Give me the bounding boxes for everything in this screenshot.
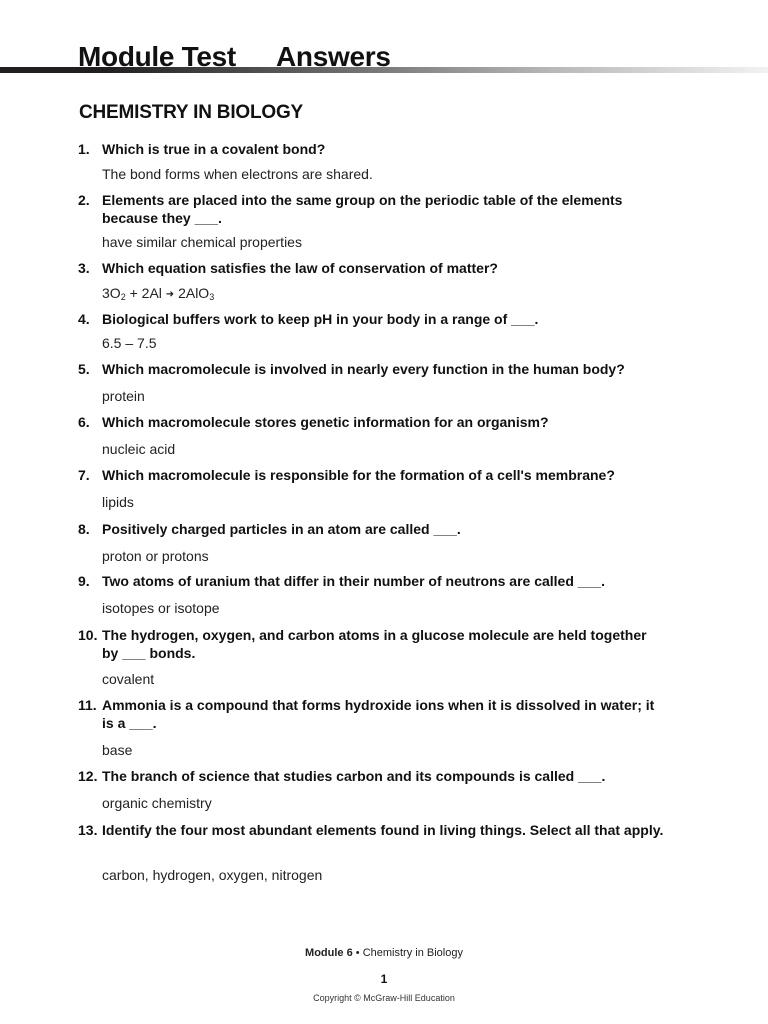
answer-equation <box>102 284 664 304</box>
question-number: 9. <box>78 573 90 589</box>
answer-text: 6.5 – 7.5 <box>102 335 157 351</box>
page-title <box>78 41 391 73</box>
question-number: 13. <box>78 822 98 838</box>
footer-separator: • <box>352 947 363 959</box>
question-number: 1. <box>78 141 90 157</box>
footer-module-label: Module 6 <box>305 947 353 959</box>
answer-text: lipids <box>102 494 134 510</box>
question-text: The branch of science that studies carbon and its compounds is called ___. <box>102 768 606 784</box>
question-number: 6. <box>78 414 90 430</box>
section-title: CHEMISTRY IN BIOLOGY <box>79 102 304 123</box>
answer-text: proton or protons <box>102 548 209 564</box>
answer-text: protein <box>102 388 145 404</box>
answer-text: base <box>102 742 133 758</box>
footer-module-line <box>0 946 768 960</box>
answer-text: carbon, hydrogen, oxygen, nitrogen <box>102 867 323 883</box>
question-text: Ammonia is a compound that forms hydroxide ions when it is dissolved in water; it is a ___. <box>102 697 655 731</box>
question-text: Which macromolecule is involved in nearly every function in the human body? <box>102 361 625 377</box>
question-text: Biological buffers work to keep pH in your body in a range of ___. <box>102 311 539 327</box>
equation-subscript: 2 <box>120 292 126 302</box>
question-number: 8. <box>78 521 90 537</box>
question-number: 3. <box>78 260 90 276</box>
answer-text: have similar chemical properties <box>102 234 302 250</box>
page-title-main: Module Test <box>78 41 236 72</box>
question-text: Identify the four most abundant elements found in living things. Select all that apply. <box>102 822 664 838</box>
footer-module-title: Chemistry in Biology <box>362 947 463 959</box>
question-number: 2. <box>78 192 90 208</box>
question-number: 10. <box>78 627 98 643</box>
answer-text: The bond forms when electrons are shared. <box>102 166 373 182</box>
answer-text: covalent <box>102 671 155 687</box>
equation-subscript: 3 <box>209 292 215 302</box>
question-text: Which macromolecule stores genetic information for an organism? <box>102 414 549 430</box>
question-number: 7. <box>78 467 90 483</box>
answer-text: organic chemistry <box>102 795 212 811</box>
equation-part: + 2Al <box>125 285 166 301</box>
page-title-answers: Answers <box>275 41 391 72</box>
equation-part: 2AlO <box>174 285 210 301</box>
question-text: The hydrogen, oxygen, and carbon atoms in a glucose molecule are held together by ___ bonds. <box>102 627 647 661</box>
question-number: 12. <box>78 768 98 784</box>
question-text: Two atoms of uranium that differ in their number of neutrons are called ___. <box>102 573 606 589</box>
answer-text: nucleic acid <box>102 441 176 457</box>
answer-text: isotopes or isotope <box>102 600 220 616</box>
question-text: Elements are placed into the same group on the periodic table of the elements because they ___. <box>102 192 623 226</box>
arrow-icon: ➜ <box>165 289 175 300</box>
page-number: 1 <box>380 972 388 986</box>
question-text: Which is true in a covalent bond? <box>102 141 326 157</box>
question-number: 4. <box>78 311 90 327</box>
question-number: 11. <box>78 697 97 713</box>
question-text: Positively charged particles in an atom are called ___. <box>102 521 461 537</box>
copyright-text: Copyright © McGraw-Hill Education <box>313 993 455 1003</box>
question-text: Which equation satisfies the law of conservation of matter? <box>102 260 498 276</box>
question-text: Which macromolecule is responsible for the formation of a cell's membrane? <box>102 467 615 483</box>
question-number: 5. <box>78 361 90 377</box>
equation-part: 3O <box>102 285 121 301</box>
